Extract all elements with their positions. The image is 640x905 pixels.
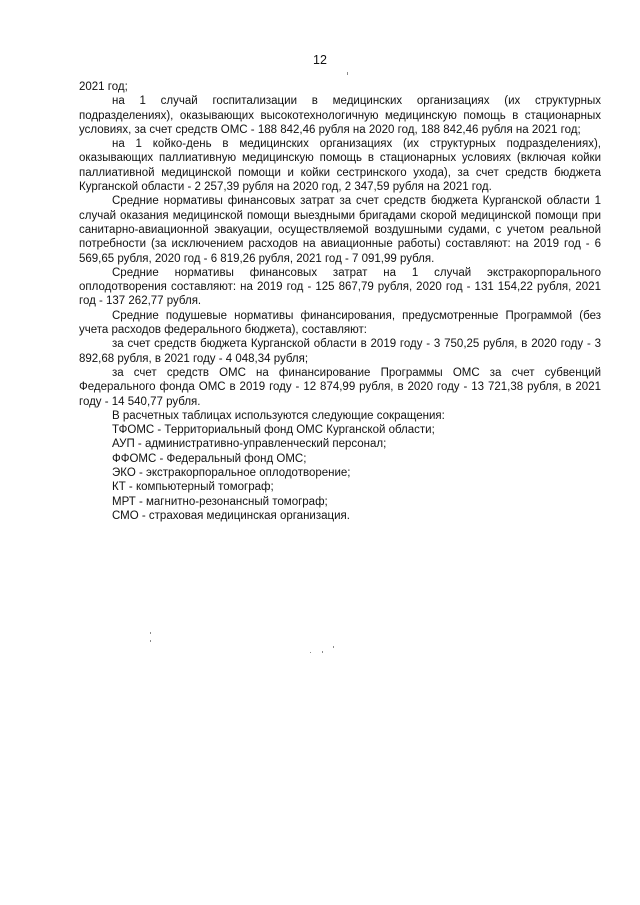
body-text [79, 80, 601, 523]
paragraph-abbreviations-intro: В расчетных таблицах используются следующие сокращения: [112, 409, 445, 422]
scan-speck [310, 652, 311, 653]
paragraph-ivf-norm: Средние нормативы финансовых затрат на 1 случай экстракорпорального оплодотворения составляют: на 2019 год - 125 867,79 рубля, 2020 год - 131 154,22 рубля, 2021 год - 137 262,77 рубля. [79, 266, 601, 308]
scan-speck [347, 72, 348, 75]
scan-speck [150, 632, 151, 634]
paragraph-air-ambulance-norm: Средние нормативы финансовых затрат за счет средств бюджета Курганской области 1 случай оказания медицинской помощи выездными бригадами скорой медицинской помощи при санитарно-авиационной эвакуации, осуществляемой воздушными судами, с учетом реальной потребности (за исключением расходов на авиационные работы) составляют: на 2019 год - 6 569,65 рубля, 2020 год - 6 819,26 рубля, 2021 год - 7 091,99 рубля. [79, 195, 601, 265]
abbreviation-item: ТФОМС - Территориальный фонд ОМС Курганской области; [112, 424, 435, 437]
paragraph-hospitalization-norm: на 1 случай госпитализации в медицинских организациях (их структурных подразделениях), оказывающих высокотехнологичную медицинскую помощь в стационарных условиях, за счет средств ОМС - 188 842,46 рубля на 2020 год, 188 842,46 рубля на 2021 год; [79, 95, 601, 136]
paragraph-bed-day-norm: на 1 койко-день в медицинских организациях (их структурных подразделениях), оказывающих паллиативную медицинскую помощь в стационарных условиях (включая койки паллиативной медицинской помощи и койки сестринского ухода), за счет средств бюджета Курганской области - 2 257,39 рубля на 2020 год, 2 347,59 рубля на 2021 год. [79, 138, 601, 194]
paragraph-oms-funds: за счет средств ОМС на финансирование Программы ОМС за счет субвенций Федерального фонда ОМС в 2019 году - 12 874,99 рубля, в 2020 году - 13 721,38 рубля, в 2021 году - 14 540,77 рубля. [79, 366, 601, 408]
abbreviation-item: ФФОМС - Федеральный фонд ОМС; [112, 452, 307, 465]
abbreviation-item: АУП - административно-управленческий персонал; [112, 438, 387, 451]
page-number: 12 [313, 53, 327, 67]
paragraph-regional-budget: за счет средств бюджета Курганской области в 2019 году - 3 750,25 рубля, в 2020 году - 3 892,68 рубля, в 2021 году - 4 048,34 рубля; [79, 338, 601, 365]
paragraph-per-capita-norms: Средние подушевые нормативы финансирования, предусмотренные Программой (без учета расходов федерального бюджета), составляют: [79, 309, 601, 337]
scan-speck [150, 640, 151, 642]
abbreviation-item: ЭКО - экстракорпоральное оплодотворение; [112, 467, 351, 480]
scan-speck [333, 646, 334, 648]
paragraph-continuation: 2021 год; [79, 81, 128, 93]
scan-speck [322, 651, 323, 653]
abbreviation-item: СМО - страховая медицинская организация. [112, 509, 350, 522]
abbreviation-item: МРТ - магнитно-резонансный томограф; [112, 495, 328, 508]
abbreviation-item: КТ - компьютерный томограф; [112, 481, 274, 494]
